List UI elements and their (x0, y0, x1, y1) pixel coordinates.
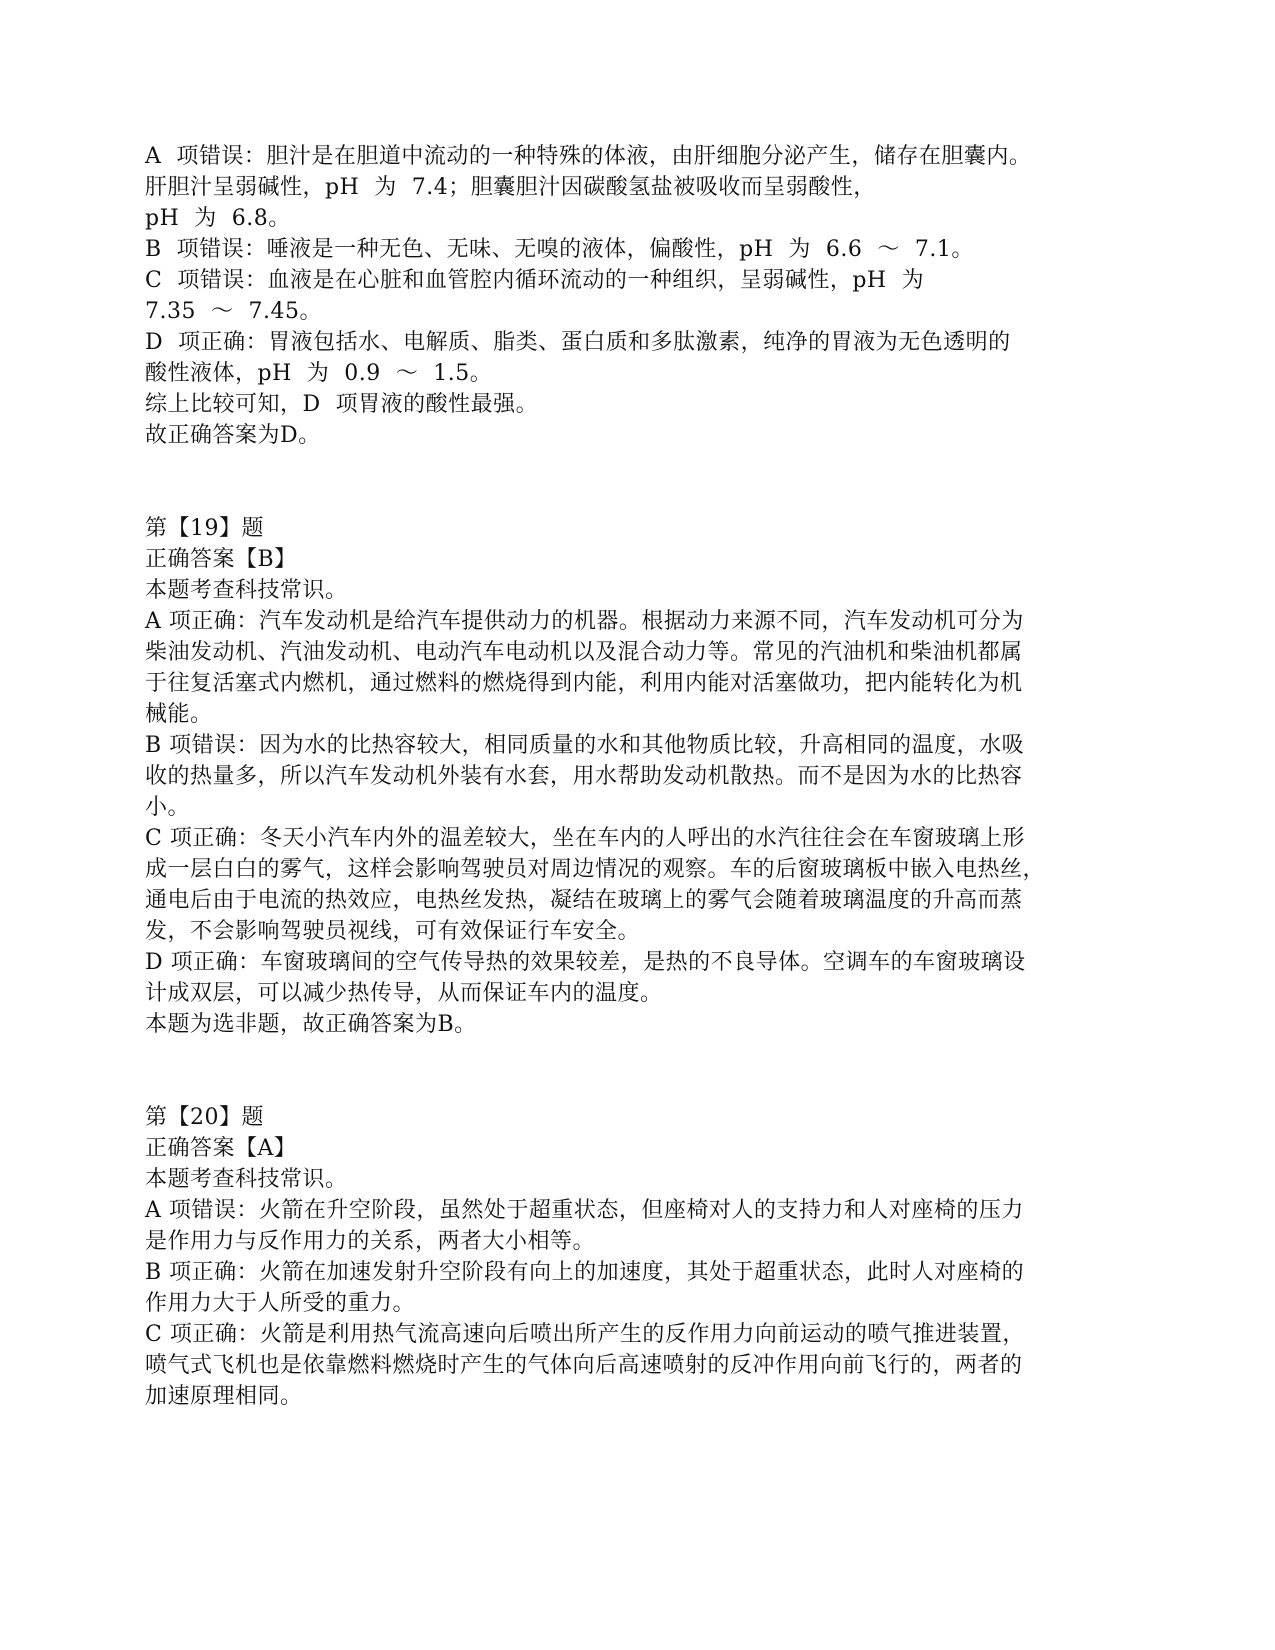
text-line: A 项正确：汽车发动机是给汽车提供动力的机器。根据动力来源不同，汽车发动机可分为 (145, 609, 1024, 634)
text-line: 正确答案【B】 (145, 547, 297, 572)
text-line: 收的热量多，所以汽车发动机外装有水套，用水帮助发动机散热。而不是因为水的比热容 (145, 764, 1023, 789)
text-line: D 项正确：胃液包括水、电解质、脂类、蛋白质和多肽激素，纯净的胃液为无色透明的 (145, 330, 1011, 355)
text-line: 作用力大于人所受的重力。 (145, 1291, 416, 1316)
text-line: 械能。 (145, 702, 213, 727)
text-line: B 项错误：唾液是一种无色、无味、无嗅的液体，偏酸性，pH 为 6.6 ～ 7.1。 (145, 237, 974, 262)
text-line: A 项错误：火箭在升空阶段，虽然处于超重状态，但座椅对人的支持力和人对座椅的压力 (145, 1198, 1024, 1223)
text-line: 发，不会影响驾驶员视线，可有效保证行车安全。 (145, 919, 641, 944)
text-line: 小。 (145, 795, 191, 820)
text-line: 是作用力与反作用力的关系，两者大小相等。 (145, 1229, 596, 1254)
text-line: 本题考查科技常识。 (145, 1167, 348, 1192)
text-line: 喷气式飞机也是依靠燃料燃烧时产生的气体向后高速喷射的反冲作用向前飞行的，两者的 (145, 1353, 1023, 1378)
document-page (145, 141, 1105, 1412)
text-line: 酸性液体，pH 为 0.9 ～ 1.5。 (145, 361, 493, 386)
text-line: B 项正确：火箭在加速发射升空阶段有向上的加速度，其处于超重状态，此时人对座椅的 (145, 1260, 1025, 1285)
text-line: B 项错误：因为水的比热容较大，相同质量的水和其他物质比较，升高相同的温度，水吸 (145, 733, 1025, 758)
text-line: C 项错误：血液是在心脏和血管腔内循环流动的一种组织，呈弱碱性，pH 为 (145, 268, 925, 293)
text-line: C 项正确：火箭是利用热气流高速向后喷出所产生的反作用力向前运动的喷气推进装置， (145, 1322, 1025, 1347)
text-line: 肝胆汁呈弱碱性，pH 为 7.4；胆囊胆汁因碳酸氢盐被吸收而呈弱酸性， (145, 175, 876, 200)
text-line: 通电后由于电流的热效应，电热丝发热，凝结在玻璃上的雾气会随着玻璃温度的升高而蒸 (145, 888, 1023, 913)
question-20-explanation (145, 1102, 1105, 1412)
text-line: 故正确答案为D。 (145, 423, 321, 448)
question-18-explanation (145, 141, 1105, 451)
text-line: 本题为选非题，故正确答案为B。 (145, 1012, 477, 1037)
text-line: 第【19】题 (145, 516, 264, 541)
text-line: 成一层白白的雾气，这样会影响驾驶员对周边情况的观察。车的后窗玻璃板中嵌入电热丝， (145, 857, 1046, 882)
text-line: 于往复活塞式内燃机，通过燃料的燃烧得到内能，利用内能对活塞做功，把内能转化为机 (145, 671, 1023, 696)
text-line: 第【20】题 (145, 1105, 264, 1130)
text-line: 综上比较可知，D 项胃液的酸性最强。 (145, 392, 539, 417)
text-line: A 项错误：胆汁是在胆道中流动的一种特殊的体液，由肝细胞分泌产生，储存在胆囊内。 (145, 144, 1032, 169)
text-line: 柴油发动机、汽油发动机、电动汽车电动机以及混合动力等。常见的汽油机和柴油机都属 (145, 640, 1023, 665)
text-line: C 项正确：冬天小汽车内外的温差较大，坐在车内的人呼出的水汽往往会在车窗玻璃上形 (145, 826, 1025, 851)
question-19-explanation (145, 513, 1105, 1040)
text-line: 本题考查科技常识。 (145, 578, 348, 603)
text-line: D 项正确：车窗玻璃间的空气传导热的效果较差，是热的不良导体。空调车的车窗玻璃设 (145, 950, 1026, 975)
text-line: 加速原理相同。 (145, 1384, 303, 1409)
text-line: pH 为 6.8。 (145, 206, 291, 231)
text-line: 7.35 ～ 7.45。 (145, 299, 322, 324)
text-line: 计成双层，可以减少热传导，从而保证车内的温度。 (145, 981, 663, 1006)
text-line: 正确答案【A】 (145, 1136, 297, 1161)
